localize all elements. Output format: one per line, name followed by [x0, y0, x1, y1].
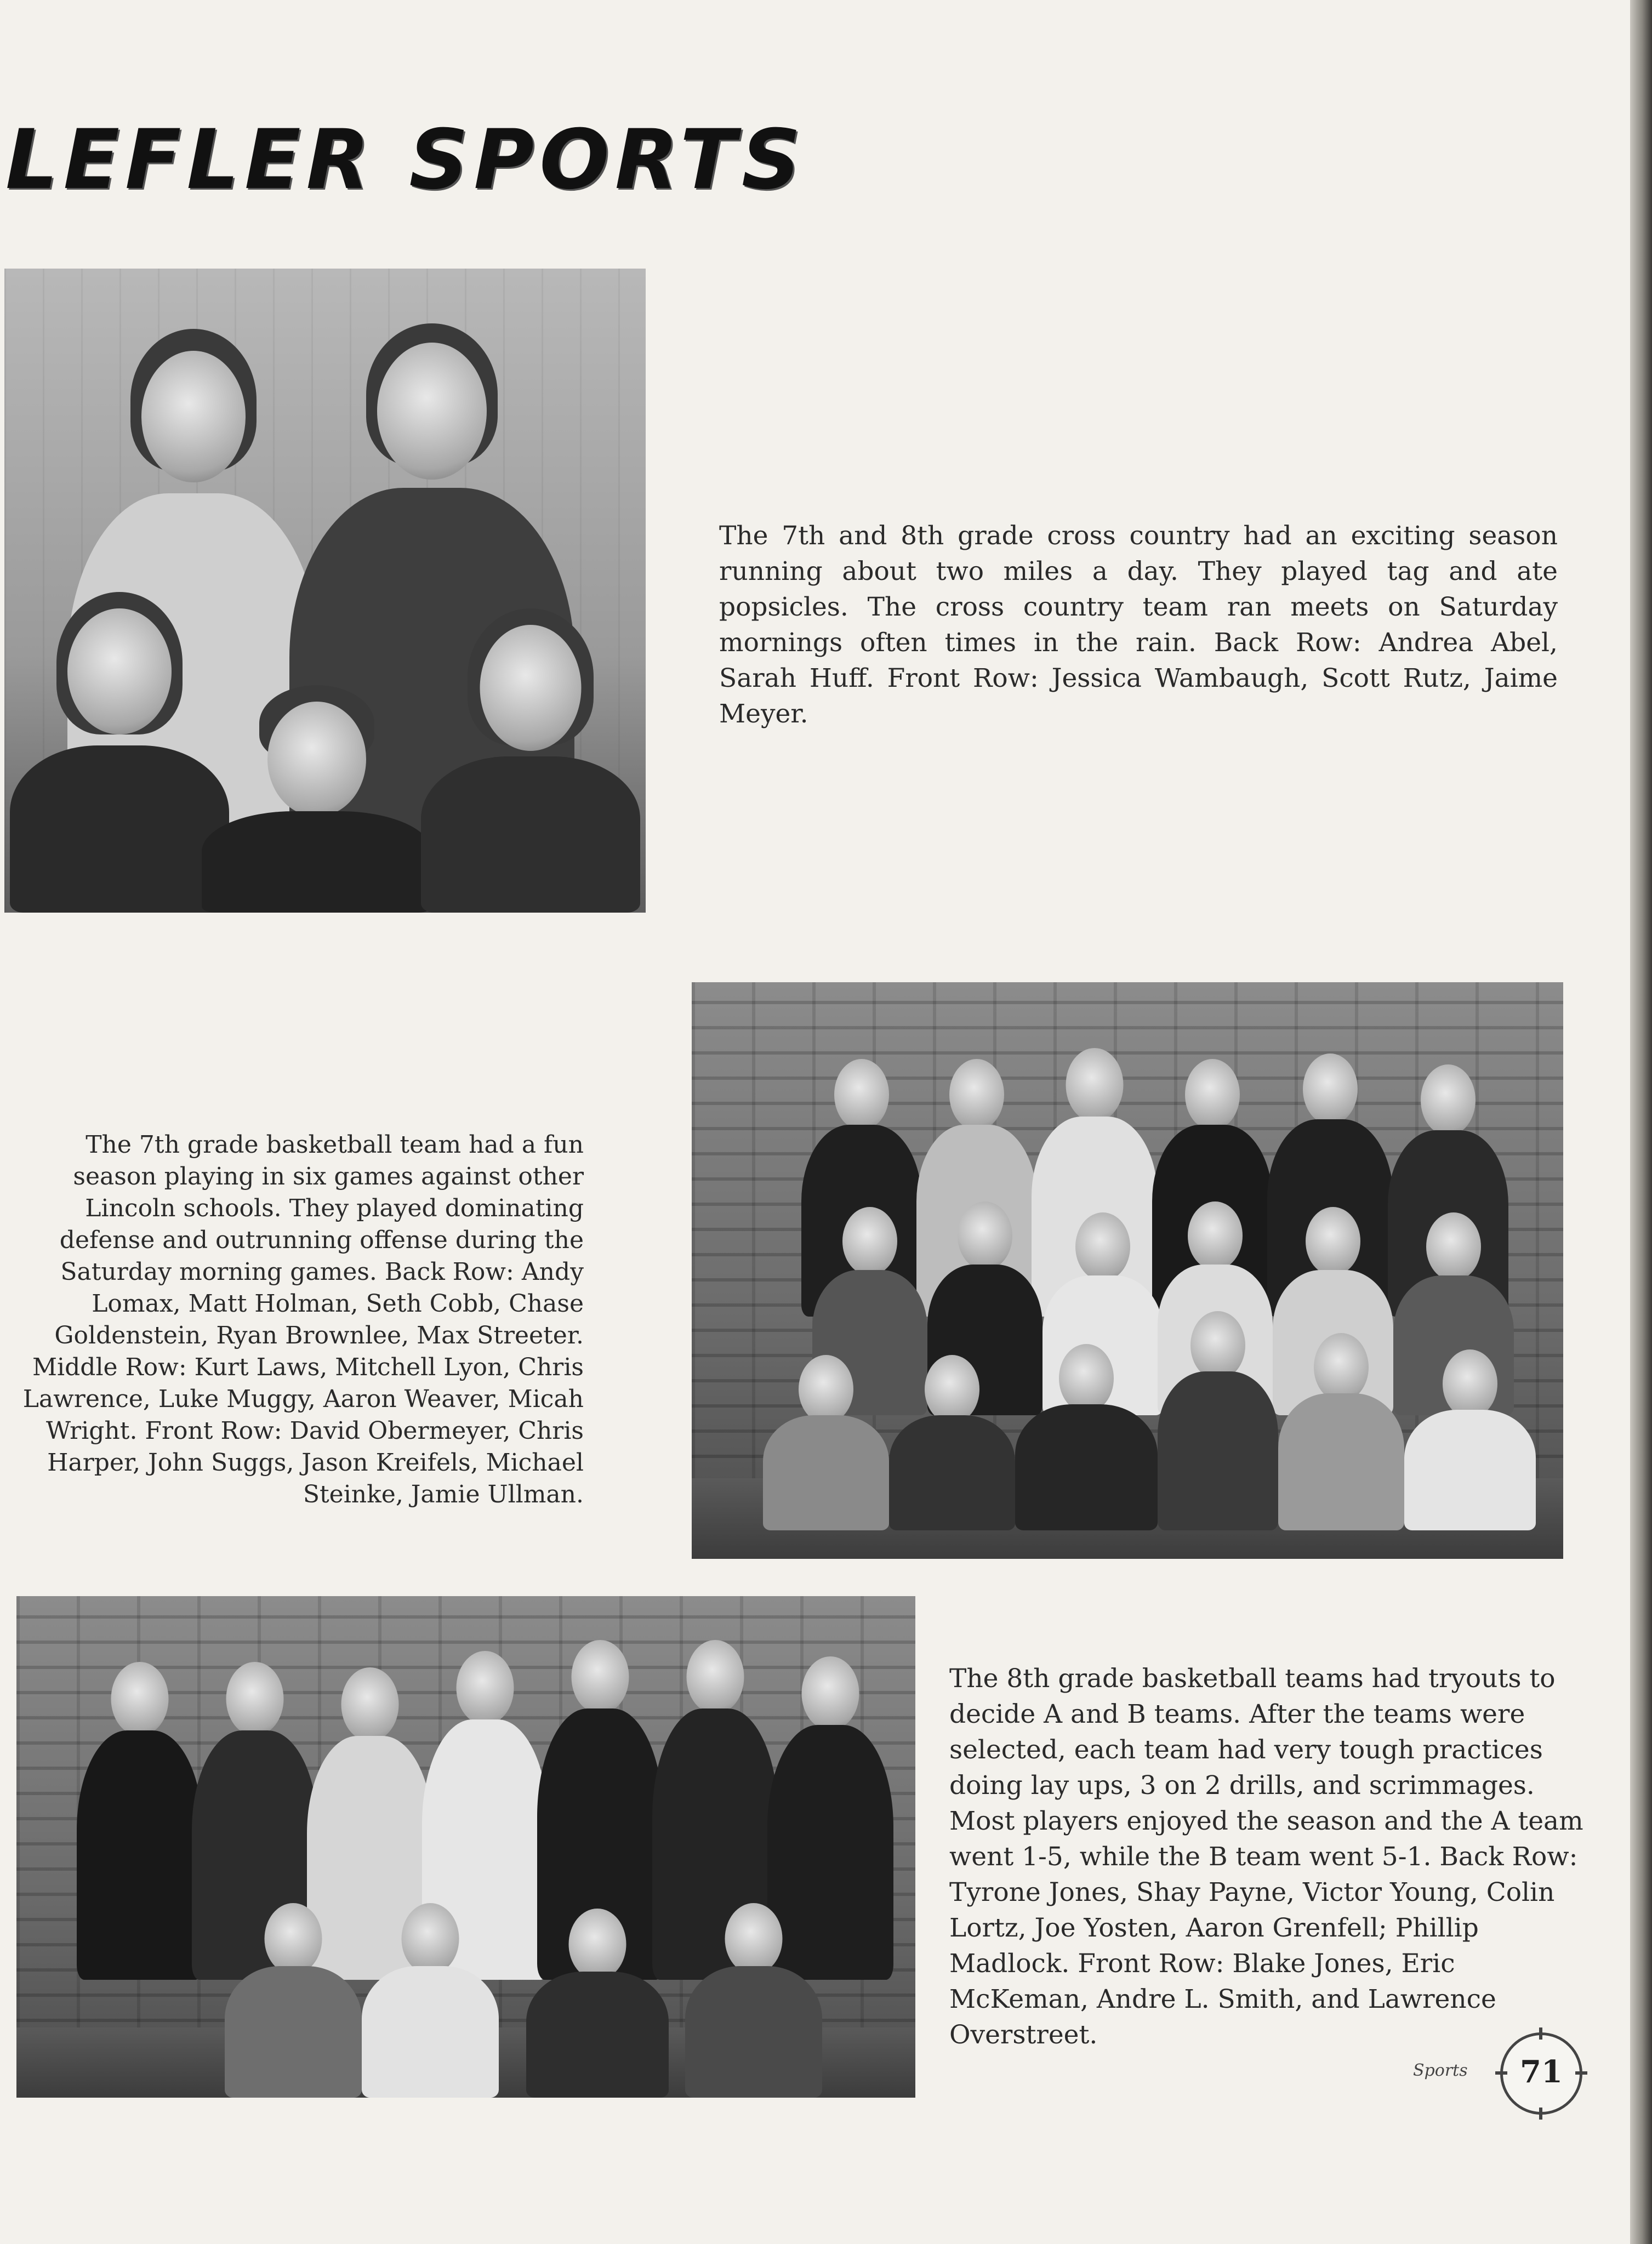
team-member-figure	[225, 1903, 362, 2098]
cross-country-team-photo	[4, 269, 646, 913]
team-member-figure	[1015, 1344, 1158, 1530]
team-member-figure	[763, 1355, 889, 1530]
team-member-figure	[202, 685, 432, 913]
page-number-badge	[1500, 2032, 1582, 2115]
page-edge-shadow	[1630, 0, 1652, 2244]
team-member-figure	[77, 1662, 203, 1980]
team-member-figure	[10, 592, 229, 913]
cross-country-caption: The 7th and 8th grade cross country had an exciting season running about two miles a day. They played tag and ate popsicles. The cross country team ran meets on Saturday mornings often times in the rain. Back Row: Andrea Abel, Sarah Huff. Front Row: Jessica Wambaugh, Scott Rutz, Jaime Meyer.	[719, 521, 1558, 729]
section-label: Sports	[1413, 2061, 1468, 2080]
team-member-figure	[1158, 1311, 1278, 1530]
page-title: LEFLER SPORTS	[5, 112, 806, 208]
team-member-figure	[1278, 1333, 1404, 1530]
page-number: 71	[1520, 2054, 1563, 2090]
seventh-grade-basketball-team-photo	[692, 982, 1563, 1559]
seventh-grade-basketball-caption: The 7th grade basketball team had a fun season playing in six games against other Lincoln schools. They played dominating defense and outrunning offense during the Saturday morning games. Back Row: Andy Lomax, Matt Holman, Seth Cobb, Chase Goldenstein, Ryan Brownlee, Max Streeter. Middle Row: Kurt Laws, Mitchell Lyon, Chris Lawrence, Luke Muggy, Aaron Weaver, Micah Wright. Front Row: David Obermeyer, Chris Harper, John Suggs, Jason Kreifels, Michael Steinke, Jamie Ullman.	[22, 1131, 584, 1508]
team-member-figure	[421, 608, 640, 913]
eighth-grade-basketball-team-photo	[16, 1596, 915, 2098]
team-member-figure	[889, 1355, 1015, 1530]
team-member-figure	[362, 1903, 499, 2098]
team-member-figure	[526, 1909, 669, 2098]
team-member-figure	[685, 1903, 822, 2098]
team-member-figure	[1404, 1349, 1536, 1530]
eighth-grade-basketball-caption: The 8th grade basketball teams had tryouts to decide A and B teams. After the teams were selected, each team had very tough practices doing lay ups, 3 on 2 drills, and scrimmages. Most players enjoyed the season and the A team went 1-5, while the B team went 5-1. Back Row: Tyrone Jones, Shay Payne, Victor Young, Colin Lortz, Joe Yosten, Aaron Grenfell; Phillip Madlock. Front Row: Blake Jones, Eric McKeman, Andre L. Smith, and Lawrence Overstreet.	[949, 1664, 1583, 2050]
